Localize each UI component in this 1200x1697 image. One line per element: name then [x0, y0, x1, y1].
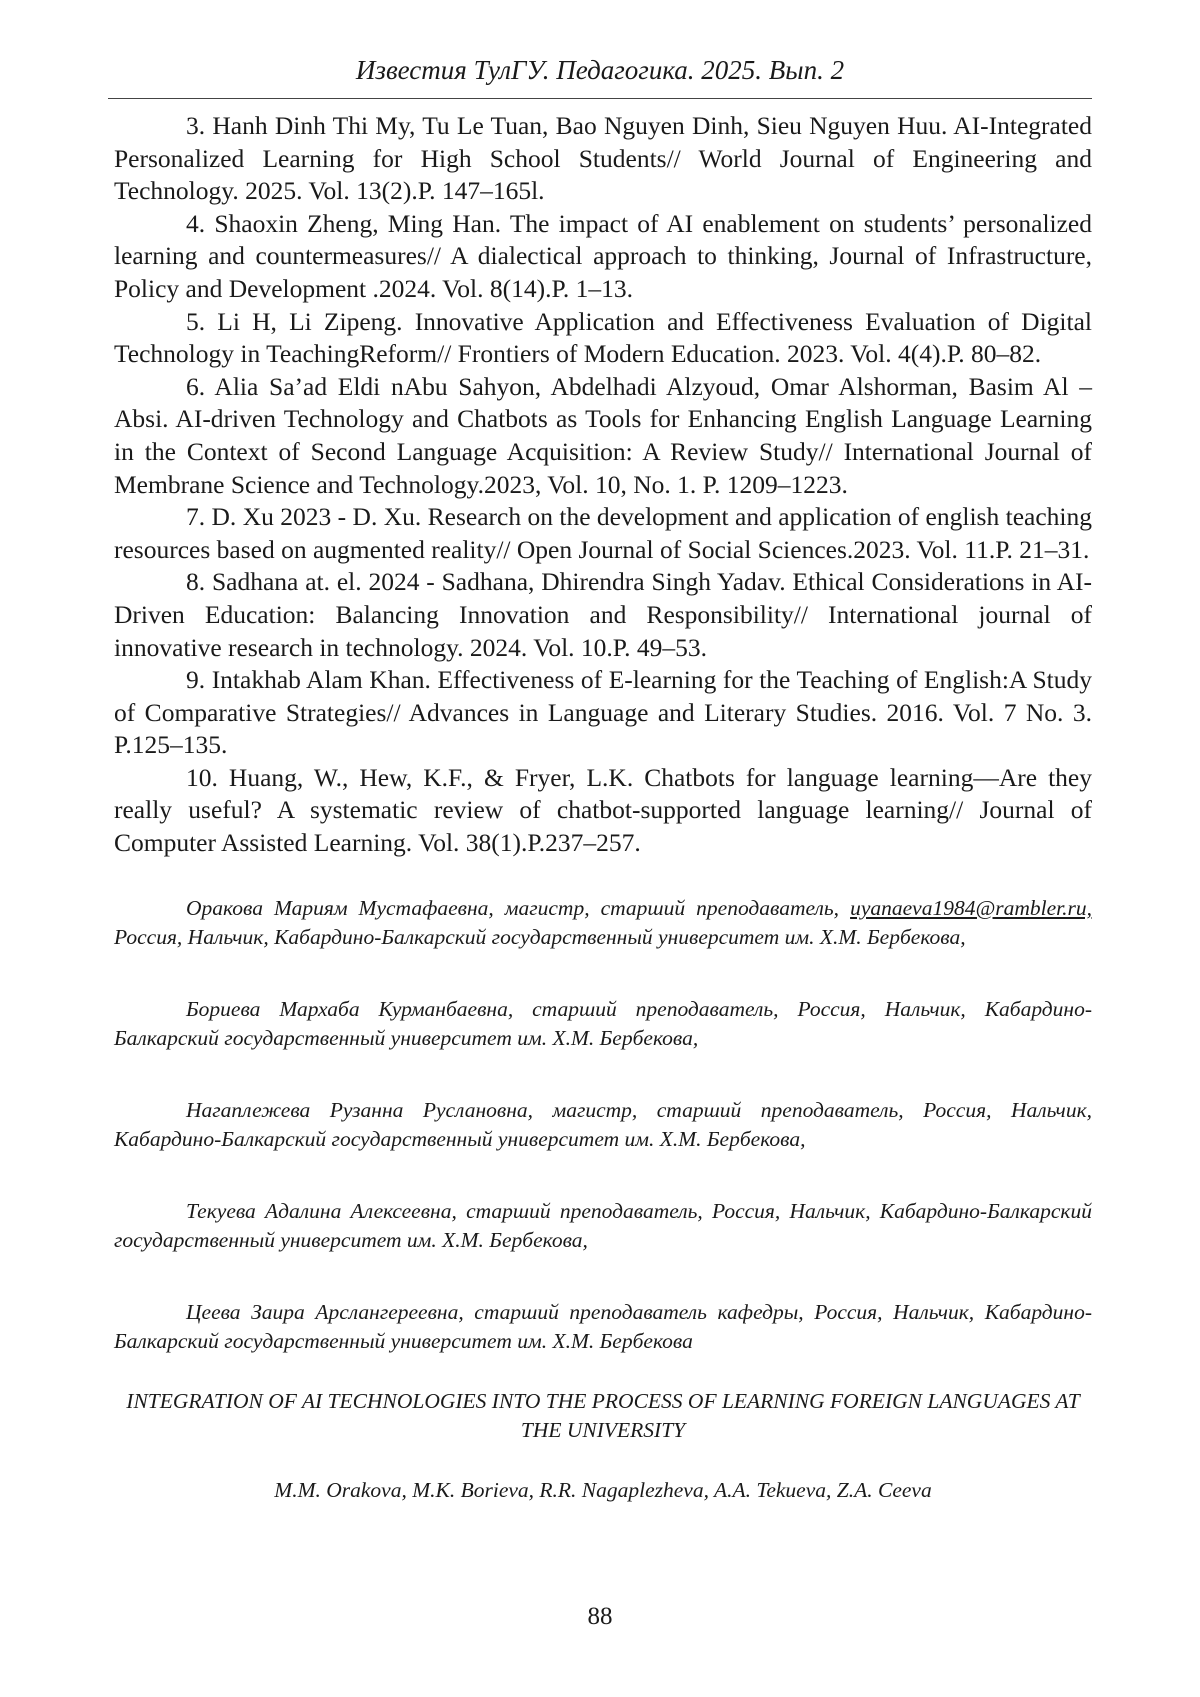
page-content [114, 110, 1092, 1505]
reference-item: 9. Intakhab Alam Khan. Effectiveness of E-learning for the Teaching of English:A Study of Comparative Strategies// Advances in Language and Literary Studies. 2016. Vol. 7 No. 3. P.125–135. [114, 665, 1092, 760]
running-header: Известия ТулГУ. Педагогика. 2025. Вып. 2 [355, 55, 845, 85]
english-author-list: M.M. Orakova, M.K. Borieva, R.R. Nagaplezheva, A.A. Tekueva, Z.A. Ceeva [274, 1477, 932, 1502]
reference-item: 10. Huang, W., Hew, K.F., & Fryer, L.K. Chatbots for language learning—Are they really useful? A systematic review of chatbot-supported language learning// Journal of Computer Assisted Learning. Vol. 38(1).P.237–257. [114, 762, 1092, 858]
reference-item: 4. Shaoxin Zheng, Ming Han. The impact of AI enablement on students’ personalized learning and countermeasures// A dialectical approach to thinking, Journal of Infrastructure, Policy and Development .2024. Vol. 8(14).P. 1–13. [114, 208, 1092, 303]
author-entry: Цеева Заира Арслангереевна, старший преподаватель кафедры, Россия, Нальчик, Кабардино-Балкарский государственный университет им. Х.М. Бербекова [114, 1299, 1092, 1354]
reference-item: 7. D. Xu 2023 - D. Xu. Research on the development and application of english teaching resources based on augmented reality// Open Journal of Social Sciences.2023. Vol. 11.P. 21–31. [114, 502, 1092, 564]
reference-item: 5. Li H, Li Zipeng. Innovative Application and Effectiveness Evaluation of Digital Technology in TeachingReform// Frontiers of Modern Education. 2023. Vol. 4(4).P. 80–82. [114, 306, 1092, 369]
author-email-link[interactable]: uyanaeva1984@rambler.ru, [850, 895, 1092, 920]
author-entry: Текуева Адалина Алексеевна, старший преподаватель, Россия, Нальчик, Кабардино-Балкарский государственный университет им. Х.М. Бербекова, [114, 1198, 1092, 1253]
page-number: 88 [587, 1603, 613, 1630]
reference-item: 8. Sadhana at. el. 2024 - Sadhana, Dhirendra Singh Yadav. Ethical Considerations in AI-Driven Education: Balancing Innovation and Responsibility// International journal of innovative research in technology. 2024. Vol. 10.P. 49–53. [114, 567, 1092, 662]
author-entry: Нагаплежева Рузанна Руслановна, магистр, старший преподаватель, Россия, Нальчик, Кабардино-Балкарский государственный университет им. Х.М. Бербекова, [114, 1097, 1092, 1152]
reference-item: 6. Alia Sa’ad Eldi nAbu Sahyon, Abdelhadi Alzyoud, Omar Alshorman, Basim Al –Absi. AI-driven Technology and Chatbots as Tools for Enhancing English Language Learning in the Context of Second Language Acquisition: A Review Study// International Journal of Membrane Science and Technology.2023, Vol. 10, No. 1. P. 1209–1223. [114, 371, 1092, 499]
reference-list [114, 110, 1092, 860]
author-affiliations [114, 894, 1092, 1357]
reference-item: 3. Hanh Dinh Thi My, Tu Le Tuan, Bao Nguyen Dinh, Sieu Nguyen Huu. AI-Integrated Personalized Learning for High School Students// World Journal of Engineering and Technology. 2025. Vol. 13(2).P. 147–165l. [114, 111, 1092, 206]
author-info: Оракова Мариям Мустафаевна, магистр, старший преподаватель, [186, 895, 851, 920]
header-divider [108, 98, 1092, 99]
author-entry: Бориева Мархаба Курманбаевна, старший преподаватель, Россия, Нальчик, Кабардино-Балкарский государственный университет им. Х.М. Бербекова, [114, 996, 1092, 1051]
author-entry [114, 894, 1092, 953]
english-article-title: INTEGRATION OF AI TECHNOLOGIES INTO THE PROCESS OF LEARNING FOREIGN LANGUAGES AT THE UNIVERSITY [126, 1388, 1080, 1443]
author-affiliation: Россия, Нальчик, Кабардино-Балкарский государственный университет им. Х.М. Бербекова, [114, 925, 966, 950]
